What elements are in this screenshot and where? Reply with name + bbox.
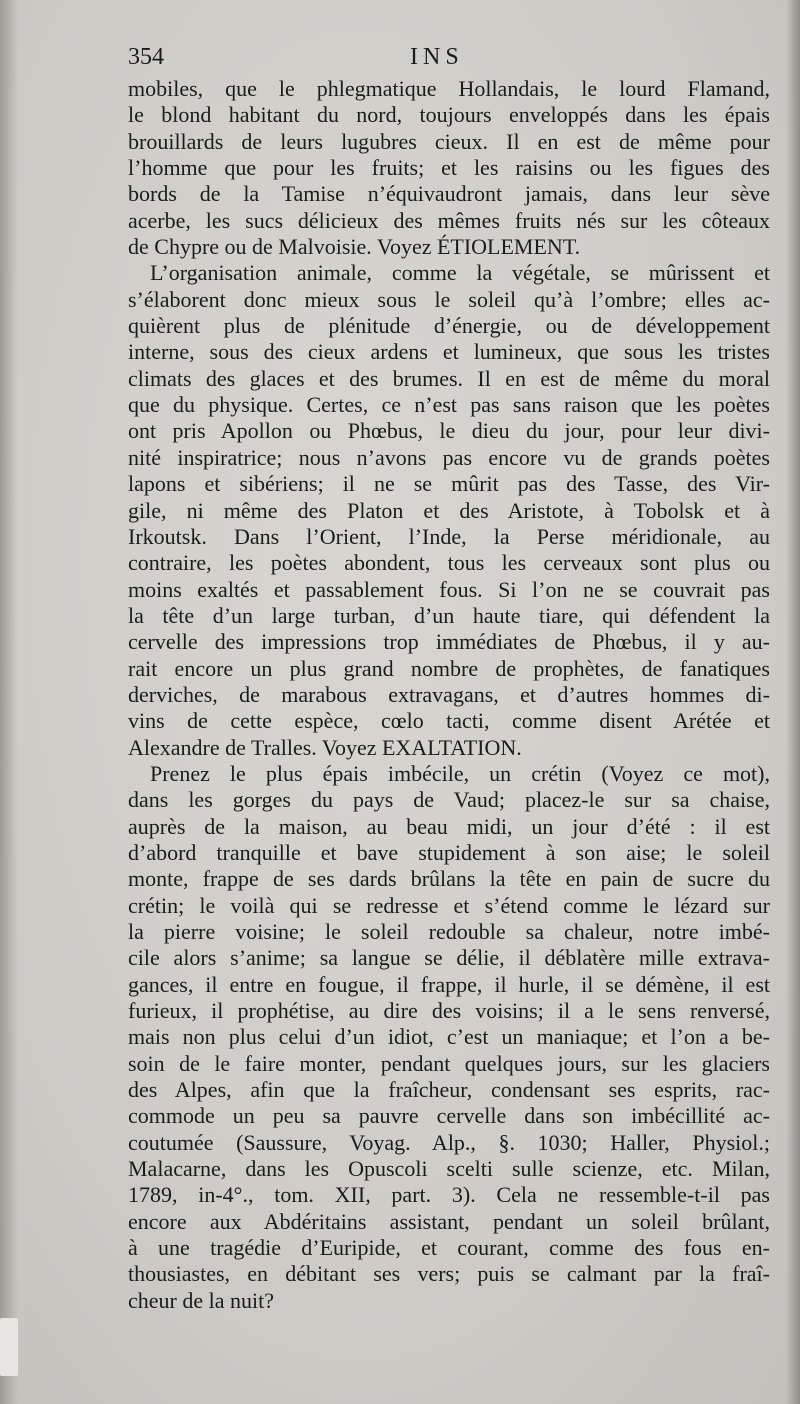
text-line: thousiastes, en débitant ses vers; puis se calmant par la fraî- xyxy=(128,1261,770,1287)
text-line: gile, ni même des Platon et des Aristote, à Tobolsk et à xyxy=(128,497,770,523)
text-line: commode un peu sa pauvre cervelle dans son imbécillité ac- xyxy=(128,1103,770,1129)
text-line: à une tragédie d’Euripide, et courant, comme des fous en- xyxy=(128,1235,770,1261)
text-line: derviches, de marabous extravagans, et d’autres hommes di- xyxy=(128,681,770,707)
text-line: auprès de la maison, au beau midi, un jour d’été : il est xyxy=(128,813,770,839)
text-line: gances, il entre en fougue, il frappe, il hurle, il se démène, il est xyxy=(128,971,770,997)
text-line: d’abord tranquille et bave stupidement à son aise; le soleil xyxy=(128,839,770,865)
text-line: la pierre voisine; le soleil redouble sa chaleur, notre imbé- xyxy=(128,919,770,944)
text-line: l’homme que pour les fruits; et les raisins ou les figues des xyxy=(128,155,770,181)
text-line: rait encore un plus grand nombre de prophètes, de fanatiques xyxy=(128,655,770,681)
text-line: Alexandre de Tralles. Voyez EXALTATION. xyxy=(128,734,522,760)
text-line: L’organisation animale, comme la végétale, se mûrissent et xyxy=(150,260,770,286)
text-line: bords de la Tamise n’équivaudront jamais, dans leur sève xyxy=(128,181,770,207)
page-number: 354 xyxy=(128,44,164,70)
text-line: acerbe, les sucs délicieux des mêmes fruits nés sur les côteaux xyxy=(128,207,770,233)
text-line: quièrent plus de plénitude d’énergie, ou de développement xyxy=(128,313,770,339)
text-line: le blond habitant du nord, toujours enveloppés dans les épais xyxy=(128,102,770,128)
text-line: crétin; le voilà qui se redresse et s’étend comme le lézard sur xyxy=(128,892,770,918)
text-line: dans les gorges du pays de Vaud; placez-le sur sa chaise, xyxy=(128,787,770,813)
text-line: mobiles, que le phlegmatique Hollandais, le lourd Flamand, xyxy=(128,76,770,101)
text-line: nité inspiratrice; nous n’avons pas encore vu de grands poètes xyxy=(128,444,770,470)
text-line: soin de le faire monter, pendant quelques jours, sur les glaciers xyxy=(128,1050,770,1076)
text-line: encore aux Abdéritains assistant, pendant un soleil brûlant, xyxy=(128,1208,770,1234)
page-header xyxy=(128,44,760,74)
text-line: moins exaltés et passablement fous. Si l’on ne se couvrait pas xyxy=(128,576,770,602)
text-line: brouillards de leurs lugubres cieux. Il en est de même pour xyxy=(128,128,770,154)
text-line: climats des glaces et des brumes. Il en est de même du moral xyxy=(128,365,770,391)
text-line: Malacarne, dans les Opuscoli scelti sulle scienze, etc. Milan, xyxy=(128,1156,770,1182)
text-line: vins de cette espèce, cœlo tacti, comme disent Arétée et xyxy=(128,708,770,734)
page-edge-shadow xyxy=(786,0,800,1404)
text-line: mais non plus celui d’un idiot, c’est un maniaque; et l’on a be- xyxy=(128,1024,770,1050)
text-line: de Chypre ou de Malvoisie. Voyez ÉTIOLEMENT. xyxy=(128,234,581,260)
paper-edge-mark xyxy=(0,1318,18,1376)
text-line: la tête d’un large turban, d’un haute tiare, qui défendent la xyxy=(128,602,770,628)
text-line: Irkoutsk. Dans l’Orient, l’Inde, la Perse méridionale, au xyxy=(128,523,770,549)
text-line: Prenez le plus épais imbécile, un crétin (Voyez ce mot), xyxy=(150,760,770,786)
text-line: ont pris Apollon ou Phœbus, le dieu du jour, pour leur divi- xyxy=(128,418,770,444)
text-line: lapons et sibériens; il ne se mûrit pas des Tasse, des Vir- xyxy=(128,471,770,497)
text-line: furieux, il prophétise, au dire des voisins; il a le sens renversé, xyxy=(128,998,770,1024)
text-line: des Alpes, afin que la fraîcheur, condensant ses esprits, rac- xyxy=(128,1077,770,1103)
text-line: cheur de la nuit? xyxy=(128,1287,274,1313)
running-head: INS xyxy=(410,44,464,70)
text-line: interne, sous des cieux ardens et lumineux, que sous les tristes xyxy=(128,339,770,365)
text-line: coutumée (Saussure, Voyag. Alp., §. 1030; Haller, Physiol.; xyxy=(128,1129,770,1155)
body-text xyxy=(128,76,770,1314)
text-line: cile alors s’anime; sa langue se délie, il déblatère mille extrava- xyxy=(128,945,770,971)
text-line: s’élaborent donc mieux sous le soleil qu’à l’ombre; elles ac- xyxy=(128,286,770,312)
text-line: cervelle des impressions trop immédiates de Phœbus, il y au- xyxy=(128,629,770,655)
text-line: monte, frappe de ses dards brûlans la tête en pain de sucre du xyxy=(128,866,770,892)
text-line: contraire, les poètes abondent, tous les cerveaux sont plus ou xyxy=(128,550,770,576)
binding-shadow xyxy=(0,0,18,1404)
text-line: 1789, in-4°., tom. XII, part. 3). Cela ne ressemble-t-il pas xyxy=(128,1182,770,1208)
text-line: que du physique. Certes, ce n’est pas sans raison que les poètes xyxy=(128,392,770,418)
